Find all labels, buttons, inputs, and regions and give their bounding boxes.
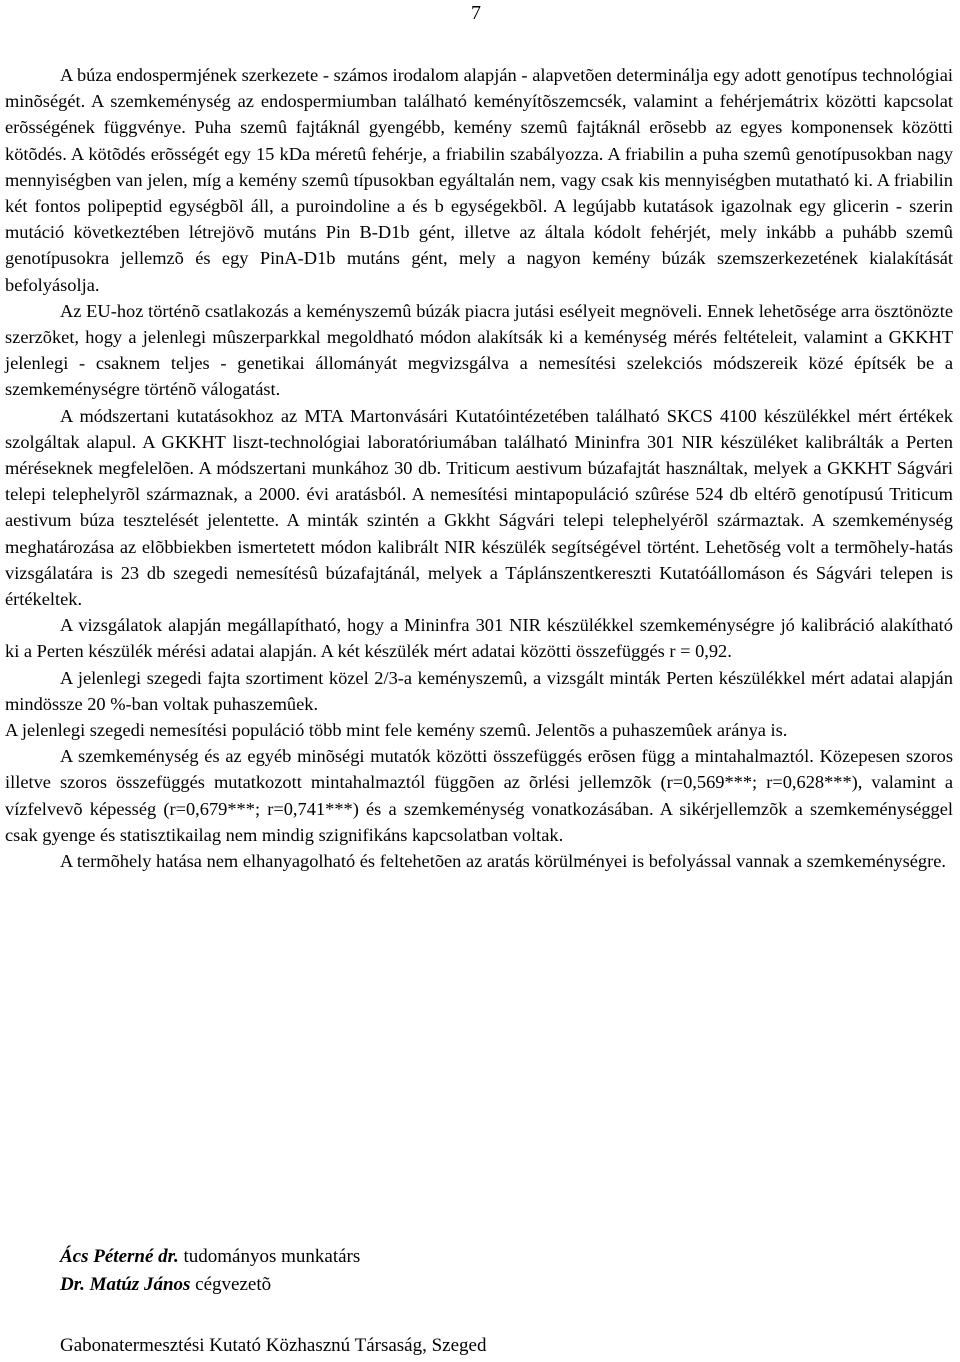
signature-line (60, 1272, 271, 1298)
signature-name: Dr. Matúz János (60, 1274, 191, 1295)
paragraph: A jelenlegi szegedi nemesítési populáció több mint fele kemény szemû. Jelentõs a puhaszemûek aránya is. (5, 720, 788, 741)
paragraph: A vizsgálatok alapján megállapítható, hogy a Mininfra 301 NIR készülékkel szemkeménységre jó kalibráció alakítható ki a Perten készülék mérési adatai alapján. A két készülék mért adatai közötti összefüggés r = 0,92. (5, 615, 953, 662)
signature-title: tudományos munkatárs (178, 1246, 361, 1267)
page-number: 7 (471, 2, 481, 24)
paragraph: A jelenlegi szegedi fajta szortiment közel 2/3-a keményszemû, a vizsgált minták Perten készülékkel mért adatai alapján mindössze 20 %-ban voltak puhaszemûek. (5, 667, 953, 714)
signature-title: cégvezetõ (190, 1274, 272, 1295)
paragraph: A módszertani kutatásokhoz az MTA Martonvásári Kutatóintézetében található SKCS 4100 készülékkel mért értékek szolgáltak alapul. A GKKHT liszt-technológiai laboratóriumában található Mininfra 301 NIR készüléket kalibrálták a Perten méréseknek megfelelõen. A módszertani munkához 30 db. Triticum aestivum búzafajtát használtak, melyek a GKKHT Ságvári telepi telephelyrõl származnak, a 2000. évi aratásból. A nemesítési mintapopuláció szûrése 524 db eltérõ genotípusú Triticum aestivum búza tesztelését jelentette. A minták szintén a Gkkht Ságvári telepi telephelyérõl származtak. A szemkeménység meghatározása az elõbbiekben ismertetett módon kalibrált NIR készülék segítségével történt. Lehetõség volt a termõhely-hatás vizsgálatára is 23 db szegedi nemesítésû búzafajtánál, melyek a Táplánszentkereszti Kutatóállomáson és Ságvári telepen is értékeltek. (5, 405, 953, 610)
signature-name: Ács Péterné dr. (60, 1246, 179, 1267)
organization-name: Gabonatermesztési Kutató Közhasznú Társaság, Szeged (60, 1335, 487, 1356)
paragraph: A szemkeménység és az egyéb minõségi mutatók közötti összefüggés erõsen függ a mintahalmaztól. Közepesen szoros illetve szoros összefüggés mutatkozott mintahalmaztól függõen az õrlési jellemzõk (r=0,569***; r=0,628***), valamint a vízfelvevõ képesség (r=0,679***; r=0,741***) és a szemkeménység vonatkozásában. A sikérjellemzõk a szemkeménységgel csak gyenge és statisztikailag nem mindig szignifikáns kapcsolatban voltak. (5, 746, 953, 845)
paragraph: Az EU-hoz történõ csatlakozás a keményszemû búzák piacra jutási esélyeit megnöveli. Ennek lehetõsége arra ösztönözte szerzõket, hogy a jelenlegi mûszerparkkal megoldható módon alakítsák ki a keménység mérés feltételeit, valamint a GKKHT jelenlegi - csaknem teljes - genetikai állományát megvizsgálva a nemesítési szelekciós módszereik közé építsék be a szemkeménységre történõ válogatást. (5, 300, 953, 400)
body-text (5, 62, 953, 874)
paragraph: A termõhely hatása nem elhanyagolható és feltehetõen az aratás körülményei is befolyással vannak a szemkeménységre. (60, 851, 946, 872)
signature-line (60, 1244, 360, 1270)
paragraph: A búza endospermjének szerkezete - számos irodalom alapján - alapvetõen determinálja egy adott genotípus technológiai minõségét. A szemkeménység az endospermiumban található keményítõszemcsék, valamint a fehérjemátrix közötti kapcsolat erõsségének függvénye. Puha szemû fajtáknál gyengébb, kemény szemû fajtáknál erõsebb az egyes komponensek közötti kötõdés. A kötõdés erõsségét egy 15 kDa méretû fehérje, a friabilin szabályozza. A friabilin a puha szemû genotípusokban nagy mennyiségben van jelen, míg a kemény szemû típusokban egyáltalán nem, vagy csak kis mennyiségben mutatható ki. A friabilin két fontos polipeptid egységbõl áll, a puroindoline a és b egységekbõl. A legújabb kutatások igazolnak egy glicerin - szerin mutáció következtében létrejövõ mutáns Pin B-D1b gént, illetve az általa kódolt fehérjét, mely inkább a puhább szemû genotípusokra jellemzõ és egy PinA-D1b mutáns gént, mely a nagyon kemény búzák szemszerkezetének kialakítását befolyásolja. (5, 65, 953, 295)
